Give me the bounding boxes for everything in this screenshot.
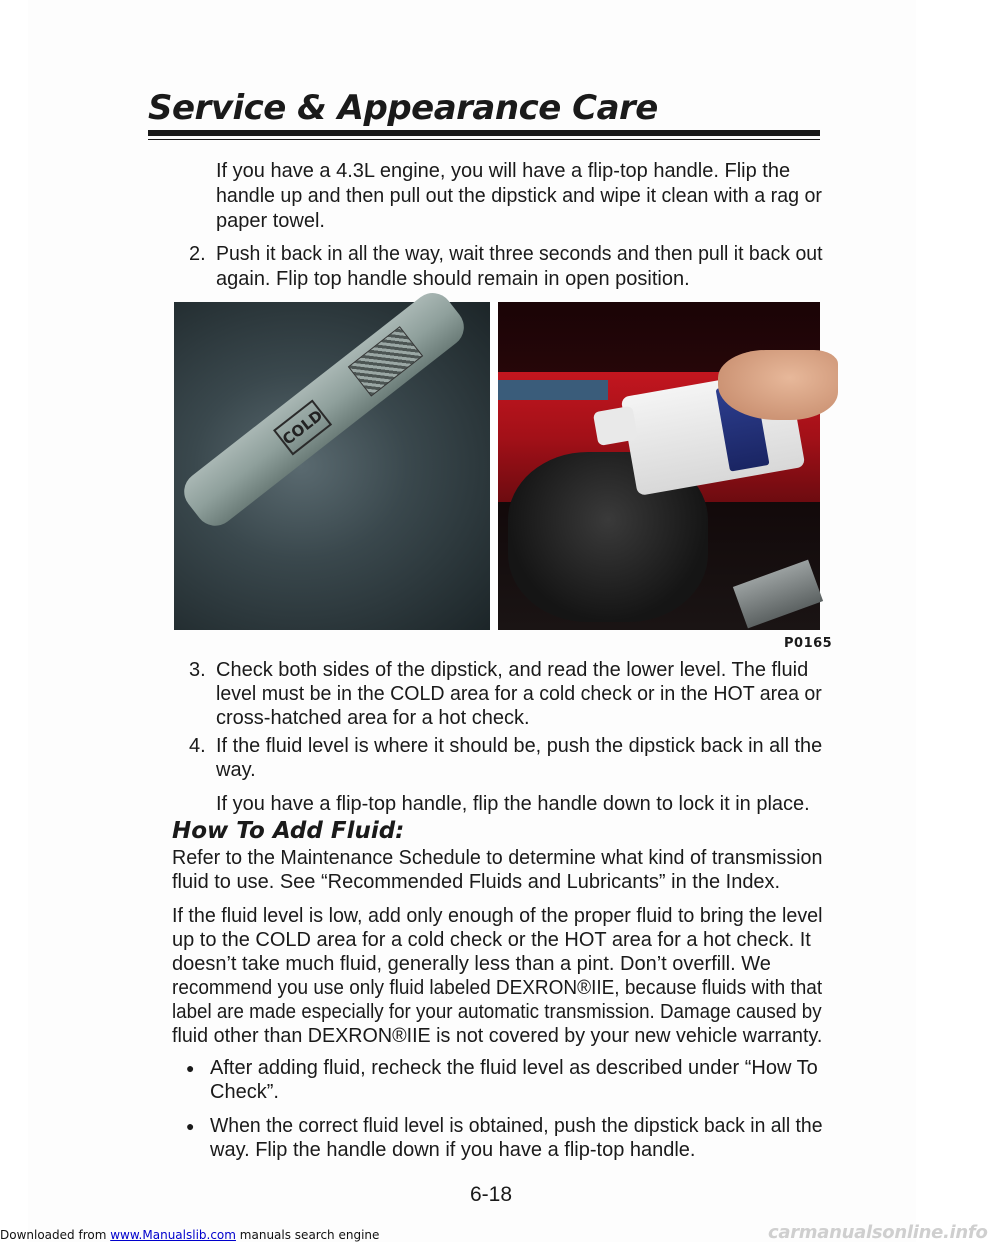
download-footer (0, 1228, 379, 1242)
manualslib-link[interactable]: www.Manualslib.com (110, 1228, 236, 1242)
step4-note: If you have a flip-top handle, flip the handle down to lock it in place. (216, 793, 810, 815)
add-fluid-para2-line-6: fluid other than DEXRON®IIE is not covered by your new vehicle warranty. (172, 1025, 823, 1047)
step2-number: 2. (189, 243, 206, 265)
dipstick-cold-label: COLD (273, 399, 332, 455)
step2-line-1: Push it back in all the way, wait three seconds and then pull it back out (216, 243, 823, 265)
step2-line-2: again. Flip top handle should remain in open position. (216, 268, 690, 290)
page-number: 6-18 (470, 1183, 513, 1206)
bullet1-line-1: After adding fluid, recheck the fluid level as described under “How To (210, 1057, 818, 1079)
footer-suffix: manuals search engine (239, 1228, 380, 1242)
add-fluid-para2-line-3: doesn’t take much fluid, generally less than a pint. Don’t overfill. We (172, 953, 771, 975)
bullet-glyph: ● (186, 1118, 195, 1134)
dipstick-photo (174, 302, 490, 630)
footer-prefix: Downloaded from (0, 1228, 107, 1242)
step4-number: 4. (189, 735, 206, 757)
bullet1-line-2: Check”. (210, 1081, 279, 1103)
step3-number: 3. (189, 659, 206, 681)
add-fluid-para2-line-2: up to the COLD area for a cold check or the HOT area for a hot check. It (172, 929, 811, 951)
section-title: Service & Appearance Care (148, 88, 658, 128)
figure-photo (174, 302, 820, 630)
add-fluid-para1-line-1: Refer to the Maintenance Schedule to determine what kind of transmission (172, 847, 823, 869)
step1-line-2: handle up and then pull out the dipstick and wipe it clean with a rag or (216, 185, 822, 207)
add-fluid-para1-line-2: fluid to use. See “Recommended Fluids and Lubricants” in the Index. (172, 871, 781, 893)
step3-line-1: Check both sides of the dipstick, and read the lower level. The fluid (216, 659, 809, 681)
add-fluid-para2-line-1: If the fluid level is low, add only enough of the proper fluid to bring the level (172, 905, 823, 927)
add-fluid-para2-line-5: label are made especially for your automatic transmission. Damage caused by (172, 1001, 822, 1023)
blue-stripe (498, 380, 608, 400)
add-fluid-heading: How To Add Fluid: (172, 818, 405, 844)
bullet2-line-2: way. Flip the handle down if you have a flip-top handle. (210, 1139, 696, 1161)
step1-line-3: paper towel. (216, 210, 325, 232)
step3-line-3: cross-hatched area for a hot check. (216, 707, 530, 729)
step1-line-1: If you have a 4.3L engine, you will have a flip-top handle. Flip the (216, 160, 791, 182)
bottle-neck (593, 406, 638, 446)
step3-line-2: level must be in the COLD area for a cold check or in the HOT area or (216, 683, 822, 705)
watermark: carmanualsonline.info (768, 1222, 988, 1243)
step4-line-2: way. (216, 759, 256, 781)
bullet-glyph: ● (186, 1060, 195, 1076)
header-rule-thin (148, 139, 820, 140)
step4-line-1: If the fluid level is where it should be, push the dipstick back in all the (216, 735, 823, 757)
dipstick (176, 285, 472, 534)
hand (718, 350, 838, 420)
figure-code: P0165 (784, 636, 833, 651)
add-fluid-para2-line-4: recommend you use only fluid labeled DEXRON®IIE, because fluids with that (172, 977, 823, 999)
funnel (733, 560, 823, 629)
bullet2-line-1: When the correct fluid level is obtained, push the dipstick back in all the (210, 1115, 823, 1137)
photo-divider (490, 302, 498, 630)
adding-fluid-photo (498, 302, 820, 630)
header-rule (148, 130, 820, 136)
dipstick-hot-crosshatch (348, 326, 423, 397)
